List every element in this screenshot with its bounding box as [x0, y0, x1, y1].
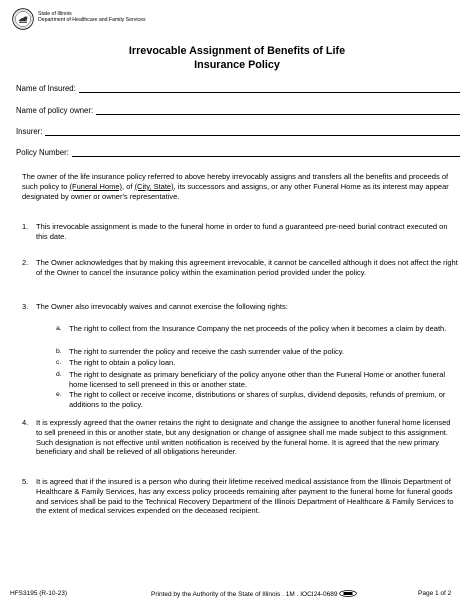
sub-item-b	[56, 347, 460, 357]
sub-item-e	[56, 390, 460, 409]
item-text: The Owner also irrevocably waives and cannot exercise the following rights:	[36, 302, 288, 311]
list-item-2	[22, 258, 458, 278]
item-number: 2.	[22, 258, 29, 267]
item-number: 5.	[22, 477, 29, 486]
state-seal-icon	[12, 8, 34, 30]
item-text: The Owner acknowledges that by making this agreement irrevocable, it cannot be cancelled although it does not affect the right of the Owner to cancel the insurance policy within the examination period provided under the policy.	[36, 258, 458, 277]
insured-name-line[interactable]	[79, 83, 460, 93]
policy-number-label: Policy Number:	[16, 148, 69, 157]
policy-number-field[interactable]	[16, 145, 460, 157]
city-state-placeholder: (City, State)	[134, 181, 174, 191]
list-item-4	[22, 418, 458, 457]
print-logo-icon	[339, 590, 357, 597]
item-number: 1.	[22, 222, 29, 231]
list-item-1	[22, 222, 458, 242]
form-number: HFS3195 (R-10-23)	[10, 590, 68, 597]
sub-item-letter: e.	[56, 391, 62, 398]
insurer-label: Insurer:	[16, 127, 43, 136]
sub-item-text: The right to designate as primary beneficiary of the policy anyone other than the Funeral Home or another funeral home licensed to sell preneed in this or another state.	[69, 370, 446, 389]
sub-item-letter: d.	[56, 371, 62, 378]
intro-paragraph	[22, 172, 458, 201]
policy-owner-line[interactable]	[96, 105, 460, 115]
intro-text-1: The owner of the life insurance policy referred to above hereby irrevocably assigns and transfers all the benefits and proceeds of such policy to	[22, 172, 449, 191]
sub-item-text: The right to collect from the Insurance Company the net proceeds of the policy when it becomes a claim by death.	[69, 324, 447, 333]
sub-item-letter: c.	[56, 359, 62, 366]
sub-item-d	[56, 370, 460, 389]
intro-text-2: , its successors and assigns, or any other Funeral Home as its interest may appear designated by owner or owner's representative.	[22, 181, 449, 201]
sub-item-c	[56, 358, 460, 368]
sub-item-a	[56, 324, 460, 334]
item-number: 3.	[22, 302, 29, 311]
item-text: It is agreed that if the insured is a person who during their lifetime received medical assistance from the Illinois Department of Healthcare & Family Services, has any excess policy proceeds remaining after payment to the funeral home for funeral goods and services shall be paid to the Technical Recovery Department of the Illinois Department of Healthcare & Family Services to the extent of medical services expended on the deceased recipient.	[36, 477, 454, 516]
policy-number-line[interactable]	[72, 147, 460, 157]
page-title	[0, 44, 474, 72]
list-item-3	[22, 302, 458, 312]
sub-item-letter: b.	[56, 348, 62, 355]
policy-owner-label: Name of policy owner:	[16, 106, 94, 115]
intro-text-of: , of	[122, 181, 135, 191]
insured-name-label: Name of Insured:	[16, 84, 76, 93]
page-number: Page 1 of 2	[418, 590, 452, 597]
insurer-field[interactable]	[16, 124, 460, 136]
item-text: This irrevocable assignment is made to the funeral home in order to fund a guaranteed pre-need burial contract executed on this date.	[36, 222, 448, 241]
sub-item-letter: a.	[56, 325, 62, 332]
list-item-5	[22, 477, 458, 516]
title-line-2: Insurance Policy	[194, 59, 280, 71]
sub-item-text: The right to obtain a policy loan.	[69, 358, 176, 367]
printing-authority-text: Printed by the Authority of the State of Illinois . 1M . IOCI24-0689	[151, 591, 338, 598]
printing-authority	[151, 590, 357, 599]
insured-name-field[interactable]	[16, 81, 460, 93]
item-text: It is expressly agreed that the owner retains the right to designate and change the assignee to another funeral home licensed to sell preneed in this or another state, but any designation or change of assignee shall me made subject to this assignment. Such designation is not effective until written notification is received by the funeral home. It is agreed that the new primary beneficiary and shall be relieved of all obligations hereunder.	[36, 418, 451, 457]
sub-item-text: The right to collect or receive income, distributions or shares of surplus, dividend deposits, refunds of premium, or additions to the policy.	[69, 390, 446, 409]
policy-owner-field[interactable]	[16, 103, 460, 115]
department-name: Department of Healthcare and Family Services	[38, 17, 146, 23]
item-number: 4.	[22, 418, 29, 427]
state-name: State of Illinois	[38, 11, 72, 17]
insurer-line[interactable]	[45, 126, 460, 136]
sub-item-text: The right to surrender the policy and receive the cash surrender value of the policy.	[69, 347, 345, 356]
title-line-1: Irrevocable Assignment of Benefits of Life	[128, 45, 346, 57]
funeral-home-placeholder: (Funeral Home)	[69, 181, 123, 191]
